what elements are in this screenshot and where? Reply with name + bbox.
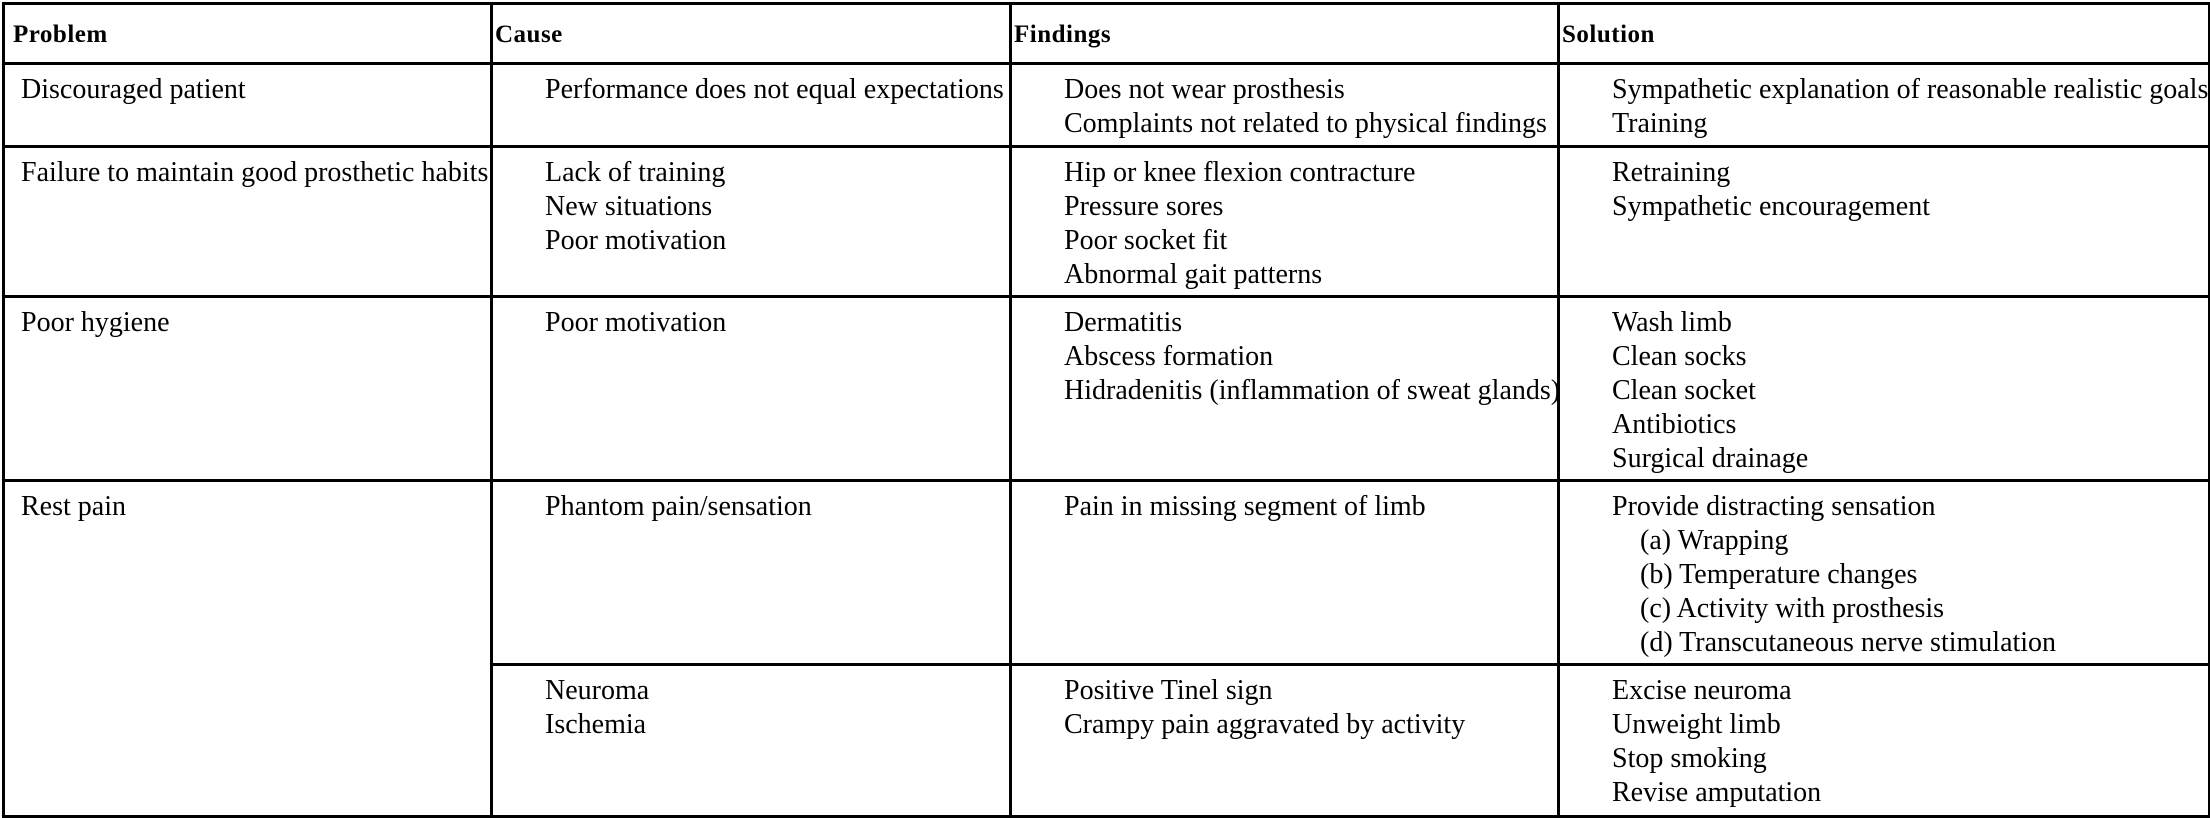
cause-line: Phantom pain/sensation — [545, 491, 812, 522]
solution-line: Antibiotics — [1612, 409, 1737, 440]
solution-cell — [1559, 481, 2210, 665]
cause-cell — [492, 147, 1011, 297]
findings-cell — [1011, 665, 1559, 817]
problem-text: Poor hygiene — [21, 307, 170, 338]
solution-line: Stop smoking — [1612, 743, 1767, 774]
cause-line: Poor motivation — [545, 307, 727, 338]
table-row — [4, 147, 2210, 297]
finding-line: Poor socket fit — [1064, 225, 1228, 256]
table-row — [4, 64, 2210, 147]
cause-cell — [492, 481, 1011, 665]
header-solution: Solution — [1559, 4, 2210, 64]
header-row — [4, 4, 2210, 64]
cause-line: New situations — [545, 191, 713, 222]
problem-cell — [4, 147, 492, 297]
solution-line: Revise amputation — [1612, 777, 1822, 808]
problem-text: Failure to maintain good prosthetic habits — [21, 157, 489, 188]
cause-cell — [492, 297, 1011, 481]
finding-line: Abnormal gait patterns — [1064, 259, 1323, 290]
problem-cell — [4, 297, 492, 481]
header-findings: Findings — [1011, 4, 1559, 64]
finding-line: Positive Tinel sign — [1064, 675, 1273, 706]
solution-line: Retraining — [1612, 157, 1731, 188]
findings-cell — [1011, 481, 1559, 665]
cause-cell — [492, 665, 1011, 817]
problem-text: Discouraged patient — [21, 74, 246, 105]
problem-cell — [4, 64, 492, 147]
solution-subline: (c) Activity with prosthesis — [1640, 593, 1945, 624]
header-problem: Problem — [4, 4, 492, 64]
cause-line: Neuroma — [545, 675, 650, 706]
cause-line: Lack of training — [545, 157, 726, 188]
finding-line: Pain in missing segment of limb — [1064, 491, 1426, 522]
table-row — [4, 297, 2210, 481]
finding-line: Dermatitis — [1064, 307, 1183, 338]
cause-line: Ischemia — [545, 709, 647, 740]
solution-line: Unweight limb — [1612, 709, 1781, 740]
cause-line: Poor motivation — [545, 225, 727, 256]
solution-line: Wash limb — [1612, 307, 1732, 338]
solution-line: Clean socks — [1612, 341, 1747, 372]
table-row — [4, 481, 2210, 665]
findings-cell — [1011, 297, 1559, 481]
finding-line: Does not wear prosthesis — [1064, 74, 1345, 105]
solution-line: Clean socket — [1612, 375, 1756, 406]
finding-line: Complaints not related to physical findings — [1064, 108, 1547, 139]
solution-line: Surgical drainage — [1612, 443, 1809, 474]
findings-cell — [1011, 147, 1559, 297]
problem-cell — [4, 481, 492, 817]
solution-line: Excise neuroma — [1612, 675, 1792, 706]
solution-cell — [1559, 147, 2210, 297]
findings-cell — [1011, 64, 1559, 147]
solution-line: Sympathetic explanation of reasonable realistic goals — [1612, 74, 2209, 105]
problem-text: Rest pain — [21, 491, 126, 522]
finding-line: Pressure sores — [1064, 191, 1224, 222]
solution-cell — [1559, 64, 2210, 147]
finding-line: Abscess formation — [1064, 341, 1274, 372]
finding-line: Crampy pain aggravated by activity — [1064, 709, 1466, 740]
solution-line: Provide distracting sensation — [1612, 491, 1936, 522]
solution-subline: (a) Wrapping — [1640, 525, 1789, 556]
solution-cell — [1559, 665, 2210, 817]
solution-cell — [1559, 297, 2210, 481]
prosthetic-problems-table — [2, 2, 2210, 818]
finding-line: Hidradenitis (inflammation of sweat glands) — [1064, 375, 1561, 406]
cause-cell — [492, 64, 1011, 147]
solution-line: Training — [1612, 108, 1708, 139]
header-cause: Cause — [492, 4, 1011, 64]
solution-line: Sympathetic encouragement — [1612, 191, 1930, 222]
finding-line: Hip or knee flexion contracture — [1064, 157, 1416, 188]
cause-line: Performance does not equal expectations — [545, 74, 1004, 105]
solution-subline: (d) Transcutaneous nerve stimulation — [1640, 627, 2057, 658]
solution-subline: (b) Temperature changes — [1640, 559, 1918, 590]
